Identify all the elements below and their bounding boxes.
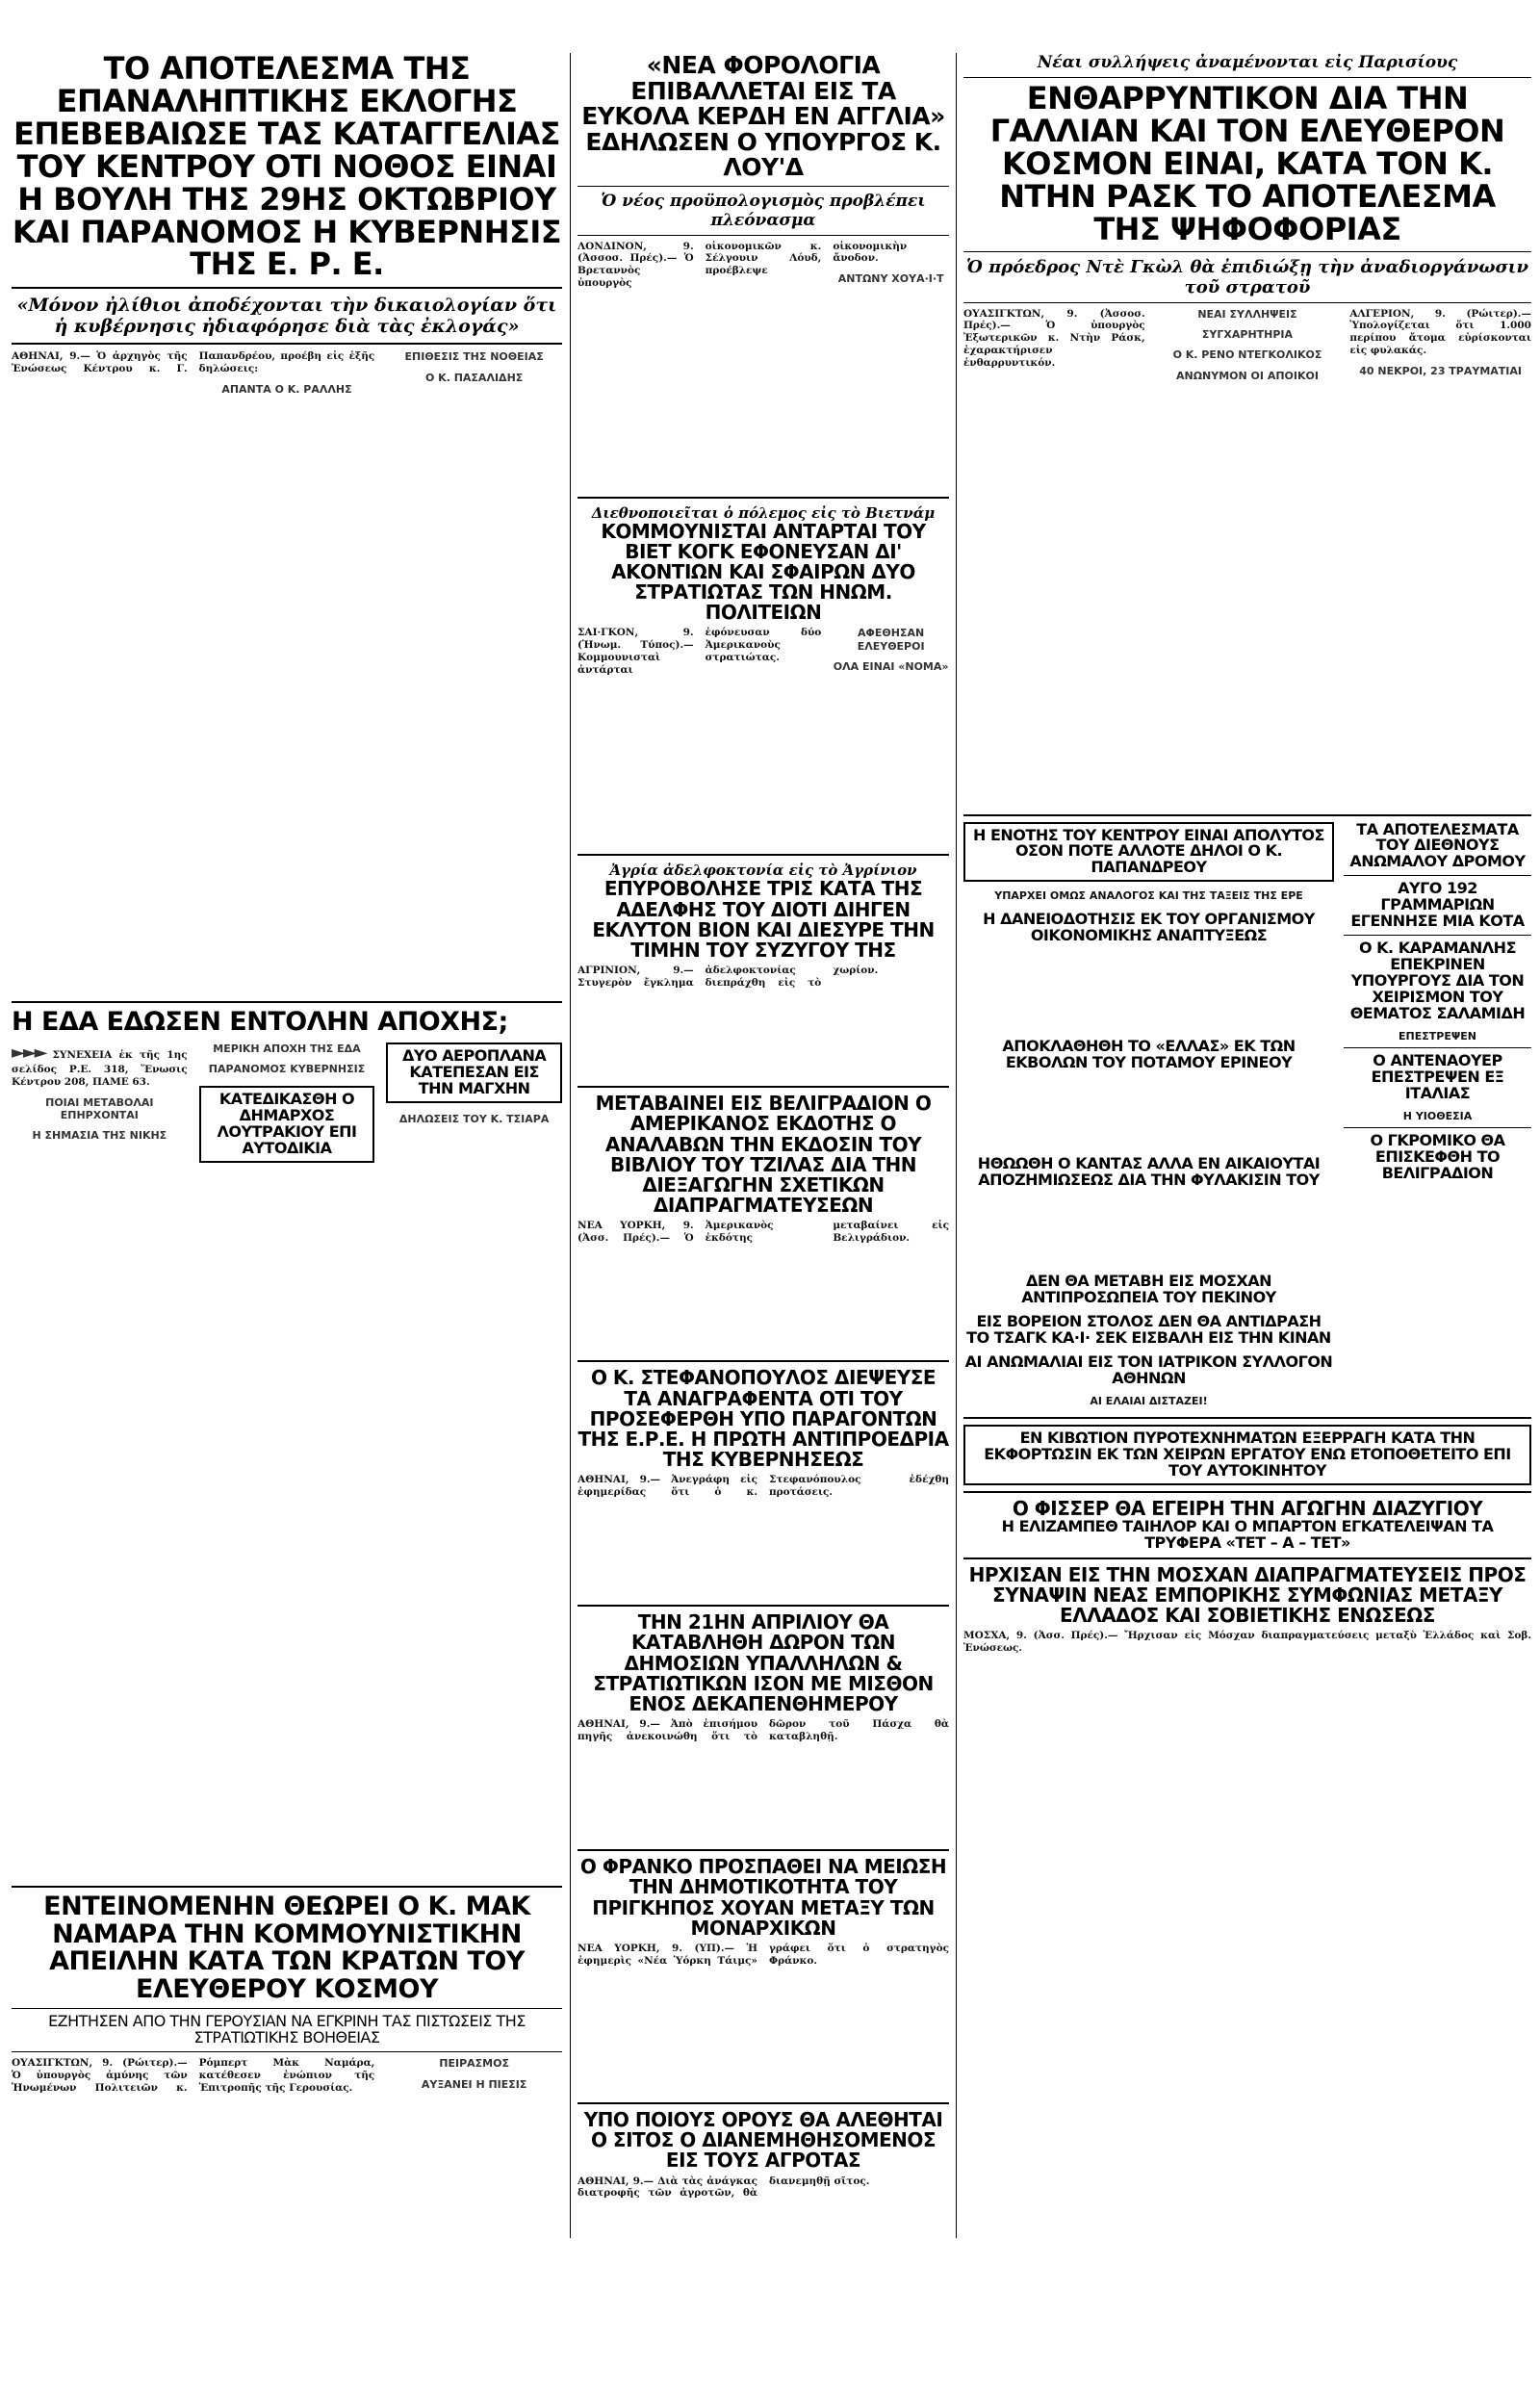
kantas-body [963,1189,1334,1266]
franco-dateline: ΝΕΑ ΥΟΡΚΗ, 9. (ΥΠ).— Ἡ ἐφημερὶς «Νέα Ὑόρκη Τάιμς» γράφει ὅτι ὁ στρατηγὸς Φράνκο. [578,1942,949,1967]
wheat-body [578,2175,949,2320]
franco-body [578,1943,949,2097]
taylor-headline: Η ΕΛΙΖΑΜΠΕΘ ΤΑΙΗΛΟΡ ΚΑΙ Ο ΜΠΑΡΤΟΝ ΕΓΚΑΤΕΛΕΙΨΑΝ ΤΑ ΤΡΥΦΕΡΑ «ΤΕΤ – Α – ΤΕΤ» [1001,1516,1494,1552]
ebros-headline: ΑΠΟΚΛΑΘΗΘΗ ΤΟ «ΕΛΛΑΣ» ΕΚ ΤΩΝ ΕΚΒΟΛΩΝ ΤΟΥ ΠΟΤΑΜΟΥ ΕΡΙΝΕΟΥ [1002,1037,1296,1072]
main-story-dateline: ΑΘΗΝΑΙ, 9.— Ὁ ἀρχηγὸς τῆς Ἑνώσεως Κέντρου κ. Γ. Παπανδρέου, προέβη εἰς ἑξῆς δηλώσεις: [12,350,375,375]
column-divider [570,53,571,2238]
agrinio-kicker: Ἀγρία ἀδελφοκτονία εἰς τὸ Ἀγρίνιον [609,862,917,880]
doron-dateline: ΑΘΗΝΑΙ, 9.— Ἀπὸ ἐπισήμου πηγῆς ἀνεκοινώθη ὅτι τὸ δῶρον τοῦ Πάσχα θὰ καταβληθῇ. [578,1718,949,1742]
middle-column [578,53,949,2320]
tsang-headline: ΕΙΣ ΒΟΡΕΙΟΝ ΣΤΟΛΟΣ ΔΕΝ ΘΑ ΑΝΤΙΔΡΑΣΗ ΤΟ ΤΣΑΓΚ ΚΑ·Ι· ΣΕΚ ΕΙΣΒΑΛΗ ΕΙΣ ΤΗΝ ΚΙΝΑΝ [966,1312,1331,1347]
subhead-arrests: ΝΕΑΙ ΣΥΛΛΗΨΕΙΣ [1197,307,1297,321]
paris-kicker: Νέαι συλλήψεις ἀναμένονται εἰς Παρισίους [1037,53,1458,72]
subhead-adoption: Η ΥΙΟΘΕΣΙΑ [1402,1109,1473,1122]
right-lower-right [1344,819,1531,1411]
box-mayor: ΚΑΤΕΔΙΚΑΣΘΗ Ο ΔΗΜΑΡΧΟΣ ΛΟΥΤΡΑΚΙΟΥ ΕΠΙ ΑΥΤΟΔΙΚΙΑ [199,1086,375,1163]
right-lower-left [963,822,1334,1411]
stefanopoulos-dateline: ΑΘΗΝΑΙ, 9.— Ἀνεγράφη εἰς ἐφημερίδας ὅτι ὁ κ. Στεφανόπουλος ἐδέχθη προτάσεις. [578,1474,949,1499]
mcnamara-story-body [12,2057,562,2394]
stefanopoulos-body [578,1474,949,1599]
doctors-headline: ΑΙ ΑΝΩΜΑΛΙΑΙ ΕΙΣ ΤΟΝ ΙΑΤΡΙΚΟΝ ΣΥΛΛΟΓΟΝ ΑΘΗΝΩΝ [964,1351,1333,1387]
main-headline: ΤΟ ΑΠΟΤΕΛΕΣΜΑ ΤΗΣ ΕΠΑΝΑΛΗΠΤΙΚΗΣ ΕΚΛΟΓΗΣ ΕΠΕΒΕΒΑΙΩΣΕ ΤΑΣ ΚΑΤΑΓΓΕΛΙΑΣ ΤΟΥ ΚΕΝΤΡΟΥ ΟΤΙ ΝΟΘΟΣ ΕΙΝΑΙ Η ΒΟΥΛΗ ΤΗΣ 29ΗΣ ΟΚΤΩΒΡΙΟΥ ΚΑΙ ΠΑΡΑΝΟΜΟΣ Η ΚΥΒΕΡΝΗΣΙΣ ΤΗΣ Ε. Ρ. Ε. [12,53,562,283]
mcnamara-headline: ΕΝΤΕΙΝΟΜΕΝΗΝ ΘΕΩΡΕΙ Ο Κ. ΜΑΚ ΝΑΜΑΡΑ ΤΗΝ ΚΟΜΜΟΥΝΙΣΤΙΚΗΝ ΑΠΕΙΛΗΝ ΚΑΤΑ ΤΩΝ ΚΡΑΤΩΝ ΤΟΥ ΕΛΕΥΘΕΡΟΥ ΚΟΣΜΟΥ [43,1891,530,2004]
lloyd-headline: «ΝΕΑ ΦΟΡΟΛΟΓΙΑ ΕΠΙΒΑΛΛΕΤΑΙ ΕΙΣ ΤΑ ΕΥΚΟΛΑ ΚΕΡΔΗ ΕΝ ΑΓΓΛΙΑ» ΕΔΗΛΩΣΕΝ Ο ΥΠΟΥΡΓΟΣ Κ. ΛΟΥ'Δ [581,53,945,181]
subhead-pasalidis: Ο Κ. ΠΑΣΑΛΙΔΗΣ [424,371,524,384]
subhead-dead: 40 ΝΕΚΡΟΙ, 23 ΤΡΑΥΜΑΤΙΑΙ [1359,364,1523,377]
box-planes: ΔΥΟ ΑΕΡΟΠΛΑΝΑ ΚΑΤΕΠΕΣΑΝ ΕΙΣ ΤΗΝ ΜΑΓΧΗΝ [386,1043,562,1103]
right-lower-grid [963,819,1531,1411]
trade-body [963,1630,1531,1655]
vietnam-body [578,627,949,848]
subhead-victory: Η ΣΗΜΑΣΙΑ ΤΗΣ ΝΙΚΗΣ [32,1129,167,1143]
gromyko-headline: Ο ΓΚΡΟΜΙΚΟ ΘΑ ΕΠΙΣΚΕΦΘΗ ΤΟ ΒΕΛΙΓΡΑΔΙΟΝ [1370,1130,1505,1182]
main-story-body [12,350,562,995]
trade-dateline: ΜΟΣΧΑ, 9. (Ἀσσ. Πρές).— Ἤρχισαν εἰς Μόσχαν διαπραγματεύσεις μεταξὺ Ἑλλάδος καὶ Σοβ. Ἑνώσεως. [963,1630,1531,1655]
egg-headline: ΑΥΓΟ 192 ΓΡΑΜΜΑΡΙΩΝ ΕΓΕΝΝΗΣΕ ΜΙΑ ΚΟΤΑ [1350,879,1525,931]
peking-headline: ΔΕΝ ΘΑ ΜΕΤΑΒΗ ΕΙΣ ΜΟΣΧΑΝ ΑΝΤΙΠΡΟΣΩΠΕΙΑ ΤΟΥ ΠΕΚΙΝΟΥ [1021,1272,1276,1307]
adenauer-headline: Ο ΑΝΤΕΝΑΟΥΕΡ ΕΠΕΣΤΡΕΨΕΝ ΕΞ ΙΤΑΛΙΑΣ [1371,1051,1504,1102]
subhead-renault: Ο Κ. ΡΕΝΟ ΝΤΕΓΚΟΛΙΚΟΣ [1172,348,1322,362]
algiers-dateline: ΑΛΓΕΡΙΟΝ, 9. (Ρώιτερ).— Ὑπολογίζεται ὅτι 1.000 περίπου ἄτομα εὑρίσκονται εἰς φυλακάς. [1349,307,1531,356]
eda-story-body [12,1043,562,1880]
publisher-dateline: ΝΕΑ ΥΟΡΚΗ, 9. (Ἀσσ. Πρές).— Ὁ Ἀμερικανὸς ἐκδότης μεταβαίνει εἰς Βελιγράδιον. [578,1220,949,1245]
subhead-olives: ΑΙ ΕΛΑΙΑΙ ΔΙΣΤΑΖΕΙ! [1090,1394,1208,1407]
franco-headline: Ο ΦΡΑΝΚΟ ΠΡΟΣΠΑΘΕΙ ΝΑ ΜΕΙΩΣΗ ΤΗΝ ΔΗΜΟΤΙΚΟΤΗΤΑ ΤΟΥ ΠΡΙΓΚΗΠΟΣ ΧΟΥΑΝ ΜΕΤΑΞΥ ΤΩΝ ΜΟΝΑΡΧΙΚΩΝ [579,1855,947,1940]
lloyd-kicker: Ὁ νέος προϋπολογισμὸς προβλέπει πλεόνασμα [601,191,926,230]
wheat-headline: ΥΠΟ ΠΟΙΟΥΣ ΟΡΟΥΣ ΘΑ ΑΛΕΘΗΤΑΙ Ο ΣΙΤΟΣ Ο ΔΙΑΝΕΜΗΘΗΣΟΜΕΝΟΣ ΕΙΣ ΤΟΥΣ ΑΓΡΟΤΑΣ [583,2107,943,2173]
doron-headline: ΤΗΝ 21ΗΝ ΑΠΡΙΛΙΟΥ ΘΑ ΚΑΤΑΒΛΗΘΗ ΔΩΡΟΝ ΤΩΝ ΔΗΜΟΣΙΩΝ ΥΠΑΛΛΗΛΩΝ & ΣΤΡΑΤΙΩΤΙΚΩΝ ΙΣΟΝ ΜΕ ΜΙΣΘΟΝ ΕΝΟΣ ΔΕΚΑΠΕΝΘΗΜΕΡΟΥ [593,1610,934,1715]
continued-arrow-icon: ►►► [12,1042,46,1063]
vietnam-headline: ΚΟΜΜΟΥΝΙΣΤΑΙ ΑΝΤΑΡΤΑΙ ΤΟΥ ΒΙΕΤ ΚΟΓΚ ΕΦΟΝΕΥΣΑΝ ΔΙ' ΑΚΟΝΤΙΩΝ ΚΑΙ ΣΦΑΙΡΩΝ ΔΥΟ ΣΤΡΑΤΙΩΤΑΣ ΤΩΝ ΗΝΩΜ. ΠΟΛΙΤΕΙΩΝ [601,519,926,625]
doron-body [578,1718,949,1843]
fisher-headline: Ο ΦΙΣΣΕΡ ΘΑ ΕΓΕΙΡΗ ΤΗΝ ΑΓΩΓΗΝ ΔΙΑΖΥΓΙΟΥ [1012,1496,1483,1520]
subhead-temptation: ΠΕΙΡΑΣΜΟΣ [439,2057,509,2071]
subhead-congratulations: ΣΥΓΧΑΡΗΤΗΡΙΑ [1201,327,1294,341]
grenades-box-sub: ΥΠΑΡΧΕΙ ΟΜΩΣ ΑΝΑΛΟΓΟΣ ΚΑΙ ΤΗΣ ΤΑΞΕΙΣ ΤΗΣ ΕΡΕ [994,889,1303,903]
subhead-returned: ΕΠΕΣΤΡΕΨΕΝ [1399,1030,1476,1043]
kantas-headline: ΗΘΩΩΘΗ Ο ΚΑΝΤΑΣ ΑΛΛΑ ΕΝ ΑΙΚΑΙΟΥΤΑΙ ΑΠΟΖΗΜΙΩΣΕΩΣ ΔΙΑ ΤΗΝ ΦΥΛΑΚΙΣΙΝ ΤΟΥ [977,1154,1321,1190]
lloyd-byline: ΑΝΤΩΝΥ ΧΟΥΑ·Ι·Τ [837,272,944,286]
mcnamara-deck: ΕΖΗΤΗΣΕΝ ΑΠΟ ΤΗΝ ΓΕΡΟΥΣΙΑΝ ΝΑ ΕΓΚΡΙΝΗ ΤΑΣ ΠΙΣΤΩΣΕΙΣ ΤΗΣ ΣΤΡΑΤΙΩΤΙΚΗΣ ΒΟΗΘΕΙΑΣ [48,2012,526,2047]
subhead-rallis: ΑΠΑΝΤΑ Ο Κ. ΡΑΛΛΗΣ [221,382,352,396]
right-column [963,53,1531,1655]
column-divider [956,53,957,2238]
vietnam-dateline: ΣΑΙ·ΓΚΟΝ, 9. (Ἡνωμ. Τύπος).— Κομμουνισταὶ ἀντάρται ἐφόνευσαν δύο Ἀμερικανοὺς στρατιώτας. [578,627,822,676]
grenades-box: Η ΕΝΟΤΗΣ ΤΟΥ ΚΕΝΤΡΟΥ ΕΙΝΑΙ ΑΠΟΛΥΤΟΣ ΟΣΟΝ ΠΟΤΕ ΑΛΛΟΤΕ ΔΗΛΟΙ Ο Κ. ΠΑΠΑΝΔΡΕΟΥ [963,822,1334,883]
eda-continued-note: ΣΥΝΕΧΕΙΑ ἐκ τῆς 1ης σελίδος Ρ.Ε. 318, Ἕνωσις Κέντρου 208, ΠΑΜΕ 63. [12,1048,188,1088]
agrinio-body [578,965,949,1080]
subhead-anonymous-settlers: ΑΝΩΝΥΜΟΝ ΟΙ ΑΠΟΙΚΟΙ [1175,369,1319,382]
rusk-dateline: ΟΥΑΣΙΓΚΤΩΝ, 9. (Ἀσσοσ. Πρές).— Ὁ ὑπουργὸς Ἐξωτερικῶν κ. Ντὴν Ράσκ, ἐχαρακτήρισεν ἐνθαρρυντικόν. [963,307,1145,369]
mcnamara-dateline: ΟΥΑΣΙΓΚΤΩΝ, 9. (Ρώιτερ).— Ὁ ὑπουργὸς ἀμύνης τῶν Ἡνωμένων Πολιτειῶν κ. Ρόμπερτ Μὰκ Ναμάρα, κατέθεσεν ἐνώπιον τῆς Ἐπιτροπῆς τῆς Γερουσίας. [12,2057,375,2094]
agrinio-headline: ΕΠΥΡΟΒΟΛΗΣΕ ΤΡΙΣ ΚΑΤΑ ΤΗΣ ΑΔΕΛΦΗΣ ΤΟΥ ΔΙΟΤΙ ΔΙΗΓΕΝ ΕΚΛΥΤΟΝ ΒΙΟΝ ΚΑΙ ΔΙΕΣΥΡΕ ΤΗΝ ΤΙΜΗΝ ΤΟΥ ΣΥΖΥΓΟΥ ΤΗΣ [592,877,935,962]
vietnam-kicker: Διεθνοποιεῖται ὁ πόλεμος εἰς τὸ Βιετνάμ [591,503,936,522]
trade-headline: ΗΡΧΙΣΑΝ ΕΙΣ ΤΗΝ ΜΟΣΧΑΝ ΔΙΑΠΡΑΓΜΑΤΕΥΣΕΙΣ ΠΡΟΣ ΣΥΝΑΨΙΝ ΝΕΑΣ ΕΜΠΟΡΙΚΗΣ ΣΥΜΦΩΝΙΑΣ ΜΕΤΑΞΥ ΕΛΛΑΔΟΣ ΚΑΙ ΣΟΒΙΕΤΙΚΗΣ ΕΝΩΣΕΩΣ [968,1562,1527,1628]
karamanlis-headline: Ο Κ. ΚΑΡΑΜΑΝΛΗΣ ΕΠΕΚΡΙΝΕΝ ΥΠΟΥΡΓΟΥΣ ΔΙΑ ΤΟΝ ΧΕΙΡΙΣΜΟΝ ΤΟΥ ΘΕΜΑΤΟΣ ΣΑΛΑΜΙΔΗ [1349,939,1526,1023]
rusk-body [963,308,1531,809]
wheat-dateline: ΑΘΗΝΑΙ, 9.— Διὰ τὰς ἀνάγκας διατροφῆς τῶν ἀγροτῶν, θὰ διανεμηθῇ σῖτος. [578,2175,870,2200]
subhead-partial-abstention: ΜΕΡΙΚΗ ΑΠΟΧΗ ΤΗΣ ΕΔΑ [213,1042,361,1055]
kibotion-box: ΕΝ ΚΙΒΩΤΙΟΝ ΠΥΡΟΤΕΧΝΗΜΑΤΩΝ ΕΞΕΡΡΑΓΗ ΚΑΤΑ ΤΗΝ ΕΚΦΟΡΤΩΣΙΝ ΕΚ ΤΩΝ ΧΕΙΡΩΝ ΕΡΓΑΤΟΥ ΕΝΩ ΕΤΟΠΟΘΕΤΕΙΤΟ ΕΠΙ ΤΟΥ ΑΥΤΟΚΙΝΗΤΟΥ [963,1425,1531,1485]
agrinio-dateline: ΑΓΡΙΝΙΟΝ, 9.— Στυγερὸν ἔγκλημα ἀδελφοκτονίας διεπράχθη εἰς τὸ χωρίον. [578,965,879,989]
eda-headline: Η ΕΔΑ ΕΔΩΣΕΝ ΕΝΤΟΛΗΝ ΑΠΟΧΗΣ; [12,1007,508,1038]
subhead-pressure: ΑΥΞΑΝΕΙ Η ΠΙΕΣΙΣ [421,2077,527,2091]
lloyd-dateline: ΛΟΝΔΙΝΟΝ, 9. (Ἀσσοσ. Πρές).— Ὁ Βρεταννὸς ὑπουργὸς οἰκονομικῶν κ. Σέλγουιν Λόυδ, προέβλεψε οἰκονομικὴν ἄνοδον. [578,240,908,289]
ebros-body [963,1071,1334,1148]
loan-headline: Η ΔΑΝΕΙΟΔΟΤΗΣΙΣ ΕΚ ΤΟΥ ΟΡΓΑΝΙΣΜΟΥ ΟΙΚΟΝΟΜΙΚΗΣ ΑΝΑΠΤΥΞΕΩΣ [983,910,1315,945]
subhead-released: ΑΦΕΘΗΣΑΝ ΕΛΕΥΘΕΡΟΙ [857,627,925,653]
cross-country-headline: ΤΑ ΑΠΟΤΕΛΕΣΜΑΤΑ ΤΟΥ ΔΙΕΘΝΟΥΣ ΑΝΩΜΑΛΟΥ ΔΡΟΜΟΥ [1349,819,1526,871]
lloyd-body [578,241,949,491]
stefanopoulos-headline: Ο Κ. ΣΤΕΦΑΝΟΠΟΥΛΟΣ ΔΙΕΨΕΥΣΕ ΤΑ ΑΝΑΓΡΑΦΕΝΤΑ ΟΤΙ ΤΟΥ ΠΡΟΣΕΦΕΡΘΗ ΥΠΟ ΠΑΡΑΓΟΝΤΩΝ ΤΗΣ Ε.Ρ.Ε. Η ΠΡΩΤΗ ΑΝΤΙΠΡΟΕΔΡΙΑ ΤΗΣ ΚΥΒΕΡΝΗΣΕΩΣ [578,1366,949,1472]
loan-body [963,944,1334,1031]
subhead-nothia: ΕΠΙΘΕΣΙΣ ΤΗΣ ΝΟΘΕΙΑΣ [404,350,544,364]
main-kicker: «Μόνον ἠλίθιοι ἀποδέχονται τὴν δικαιολογίαν ὅτι ἡ κυβέρνησις ἠδιαφόρησε διὰ τὰς ἐκλογάς» [16,295,557,338]
subhead-illegal-govt: ΠΑΡΑΝΟΜΟΣ ΚΥΒΕΡΝΗΣΙΣ [208,1063,366,1076]
subhead-all-normal: ΟΛΑ ΕΙΝΑΙ «ΝΟΜΑ» [833,660,949,674]
rusk-kicker: Ὁ πρόεδρος Ντὲ Γκὼλ θὰ ἐπιδιώξῃ τὴν ἀναδιοργάνωσιν τοῦ στρατοῦ [966,256,1528,297]
subhead-tsiaras: ΔΗΛΩΣΕΙΣ ΤΟΥ Κ. ΤΣΙΑΡΑ [398,1112,550,1125]
left-column [12,53,562,2394]
publisher-body [578,1220,949,1354]
rusk-headline: ΕΝΘΑΡΡΥΝΤΙΚΟΝ ΔΙΑ ΤΗΝ ΓΑΛΛΙΑΝ ΚΑΙ ΤΟΝ ΕΛΕΥΘΕΡΟΝ ΚΟΣΜΟΝ ΕΙΝΑΙ, ΚΑΤΑ ΤΟΝ Κ. ΝΤΗΝ ΡΑΣΚ ΤΟ ΑΠΟΤΕΛΕΣΜΑ ΤΗΣ ΨΗΦΟΦΟΡΙΑΣ [989,80,1505,247]
subhead-changes: ΠΟΙΑΙ ΜΕΤΑΒΟΛΑΙ ΕΠΗΡΧΟΝΤΑΙ [45,1095,154,1121]
publisher-headline: ΜΕΤΑΒΑΙΝΕΙ ΕΙΣ ΒΕΛΙΓΡΑΔΙΟΝ Ο ΑΜΕΡΙΚΑΝΟΣ ΕΚΔΟΤΗΣ Ο ΑΝΑΛΑΒΩΝ ΤΗΝ ΕΚΔΟΣΙΝ ΤΟΥ ΒΙΒΛΙΟΥ ΤΟΥ ΤΖΙΛΑΣ ΔΙΑ ΤΗΝ ΔΙΕΞΑΓΩΓΗΝ ΣΧΕΤΙΚΩΝ ΔΙΑΠΡΑΓΜΑΤΕΥΣΕΩΝ [595,1092,932,1218]
